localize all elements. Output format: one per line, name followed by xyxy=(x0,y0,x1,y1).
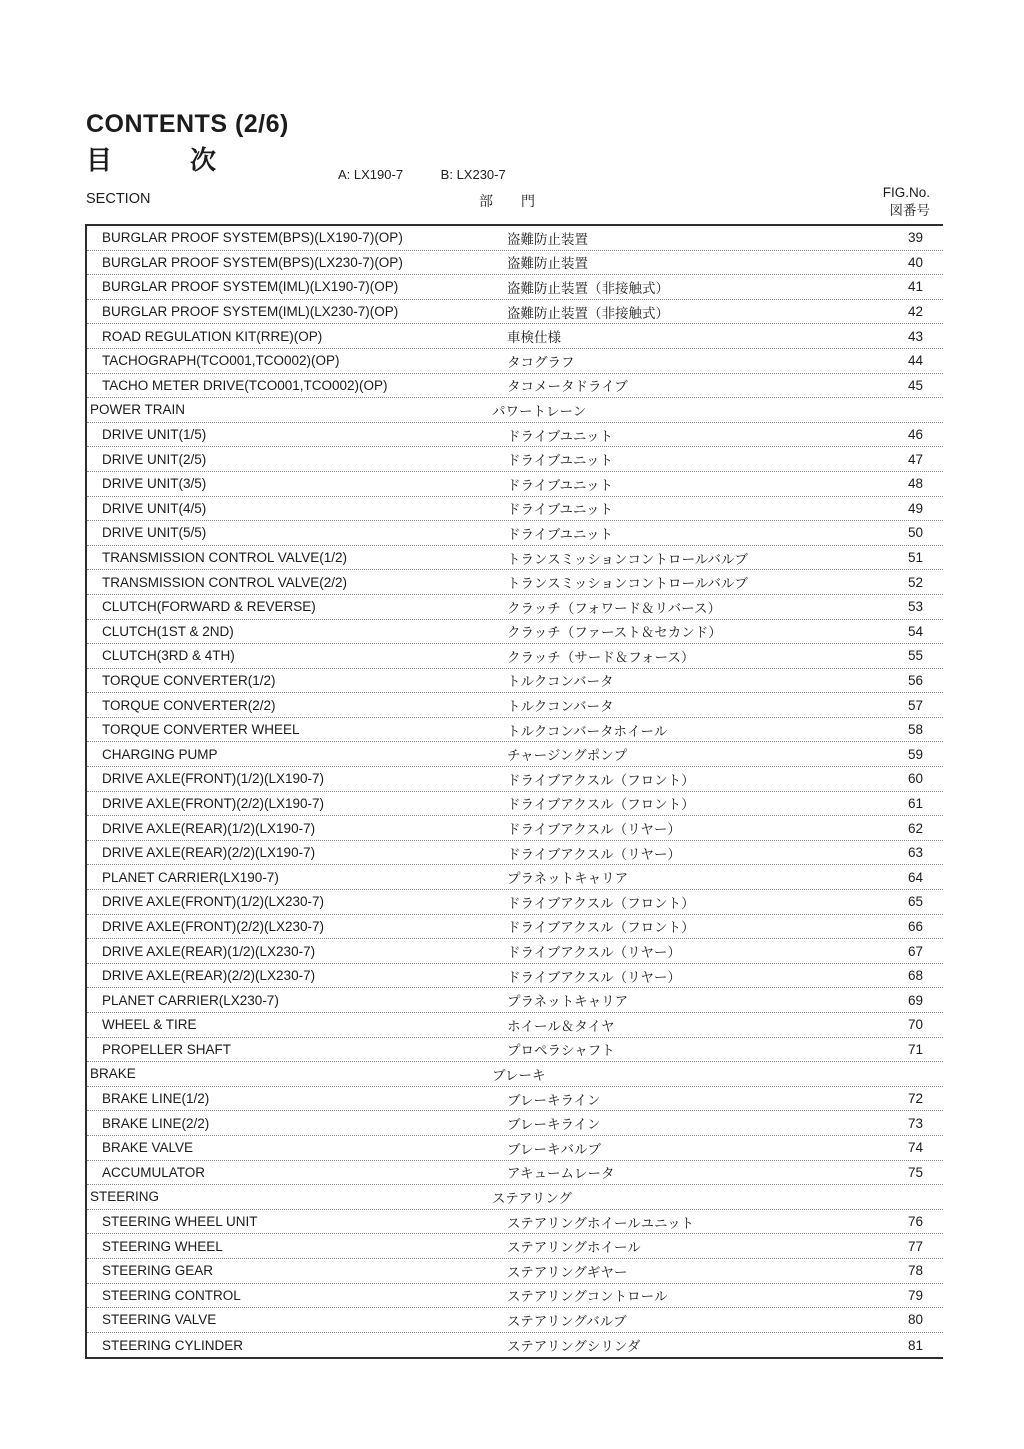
section-title-japanese: ステアリングホイール xyxy=(507,1240,641,1256)
fig-number: 81 xyxy=(907,1337,923,1353)
toc-item-row xyxy=(87,964,943,989)
fig-number: 73 xyxy=(907,1115,923,1131)
toc-item-row xyxy=(87,644,943,669)
fig-number: 46 xyxy=(907,427,923,443)
section-title-en: TORQUE CONVERTER WHEEL xyxy=(102,722,300,738)
section-title-japanese: ドライブアクスル（フロント） xyxy=(507,772,695,788)
section-title-en: BRAKE LINE(1/2) xyxy=(102,1091,210,1107)
section-title-en: TRANSMISSION CONTROL VALVE(2/2) xyxy=(102,574,348,590)
section-title-japanese: 盗難防止装置（非接触式） xyxy=(507,305,669,321)
section-title-japanese: クラッチ（フォワード＆リバース） xyxy=(507,600,721,616)
fig-number: 40 xyxy=(907,254,923,270)
fig-number: 72 xyxy=(907,1091,923,1107)
toc-item-row xyxy=(87,915,943,940)
toc-group-row xyxy=(87,1185,943,1210)
section-title-en: TACHOGRAPH(TCO001,TCO002)(OP) xyxy=(102,353,340,369)
section-title-japanese: タコグラフ xyxy=(507,354,575,370)
section-title-japanese: プラネットキャリア xyxy=(507,871,629,887)
section-title-en: STEERING CYLINDER xyxy=(102,1337,244,1353)
column-header-section: SECTION xyxy=(86,191,151,207)
section-title-en: STEERING WHEEL xyxy=(102,1238,223,1254)
toc-item-row xyxy=(87,472,943,497)
section-title-en: PLANET CARRIER(LX230-7) xyxy=(102,992,279,1008)
toc-item-row xyxy=(87,1038,943,1063)
toc-item-row xyxy=(87,742,943,767)
section-title-en: ACCUMULATOR xyxy=(102,1164,206,1180)
section-title-japanese: ステアリング xyxy=(492,1190,572,1206)
section-title-japanese: クラッチ（ファースト＆セカンド） xyxy=(507,625,722,641)
section-title-en: BRAKE VALVE xyxy=(102,1140,194,1156)
fig-number: 50 xyxy=(907,525,923,541)
toc-item-row xyxy=(87,275,943,300)
section-title-en: POWER TRAIN xyxy=(90,402,186,418)
section-title-japanese: プロペラシャフト xyxy=(507,1043,615,1059)
fig-number: 52 xyxy=(907,574,923,590)
fig-number: 54 xyxy=(907,623,923,639)
toc-item-row xyxy=(87,521,943,546)
fig-number: 66 xyxy=(907,918,923,934)
section-title-en: PROPELLER SHAFT xyxy=(102,1041,232,1057)
contents-table xyxy=(85,226,943,1359)
toc-item-row xyxy=(87,1333,943,1358)
fig-number: 75 xyxy=(907,1164,923,1180)
toc-item-row xyxy=(87,497,943,522)
fig-number: 64 xyxy=(907,869,923,885)
section-title-japanese: ステアリングコントロール xyxy=(507,1289,668,1305)
fig-number: 76 xyxy=(907,1214,923,1230)
section-title-en: WHEEL & TIRE xyxy=(102,1017,197,1033)
section-title-japanese: ドライブアクスル（フロント） xyxy=(507,797,695,813)
section-title-japanese: タコメータドライブ xyxy=(507,379,628,395)
section-title-japanese: ブレーキバルブ xyxy=(507,1141,601,1157)
section-title-japanese: チャージングポンプ xyxy=(507,748,628,764)
fig-number: 78 xyxy=(907,1263,923,1279)
section-title-en: CHARGING PUMP xyxy=(102,746,218,762)
section-title-en: STEERING VALVE xyxy=(102,1312,217,1328)
toc-item-row xyxy=(87,620,943,645)
section-title-japanese: ドライブユニット xyxy=(507,477,613,493)
section-title-japanese: トルクコンバータ xyxy=(507,699,614,715)
section-title-en: DRIVE UNIT(3/5) xyxy=(102,476,207,492)
fig-number: 80 xyxy=(907,1312,923,1328)
section-title-en: DRIVE AXLE(REAR)(2/2)(LX230-7) xyxy=(102,968,316,984)
section-title-japanese: ドライブユニット xyxy=(507,526,613,542)
section-title-en: DRIVE UNIT(2/5) xyxy=(102,451,207,467)
fig-number: 41 xyxy=(907,279,923,295)
section-title-en: DRIVE AXLE(FRONT)(1/2)(LX230-7) xyxy=(102,894,325,910)
section-title-japanese: ステアリングホイールユニット xyxy=(507,1215,695,1231)
fig-number: 53 xyxy=(907,599,923,615)
toc-item-row xyxy=(87,693,943,718)
section-title-japanese: ホイール＆タイヤ xyxy=(507,1018,615,1034)
section-title-en: STEERING xyxy=(90,1189,160,1205)
fig-number: 67 xyxy=(907,943,923,959)
toc-item-row xyxy=(87,1161,943,1186)
fig-number: 55 xyxy=(907,648,923,664)
section-title-japanese: ドライブアクスル（リヤー） xyxy=(507,822,681,838)
toc-item-row xyxy=(87,1259,943,1284)
section-title-japanese: アキュームレータ xyxy=(507,1166,615,1182)
column-header-fig-no xyxy=(883,184,930,220)
section-title-en: TORQUE CONVERTER(2/2) xyxy=(102,697,276,713)
fig-number: 48 xyxy=(907,476,923,492)
section-title-japanese: トランスミッションコントロールバルブ xyxy=(507,551,748,567)
fig-number: 49 xyxy=(907,500,923,516)
toc-item-row xyxy=(87,349,943,374)
section-title-japanese: ドライブアクスル（フロント） xyxy=(507,895,695,911)
toc-item-row xyxy=(87,890,943,915)
section-title-en: TACHO METER DRIVE(TCO001,TCO002)(OP) xyxy=(102,377,388,393)
section-title-en: DRIVE UNIT(5/5) xyxy=(102,525,207,541)
fig-number: 42 xyxy=(907,304,923,320)
toc-item-row xyxy=(87,1284,943,1309)
section-title-japanese: 車検仕様 xyxy=(507,330,561,346)
section-title-en: DRIVE UNIT(1/5) xyxy=(102,427,207,443)
toc-item-row xyxy=(87,939,943,964)
fig-number: 59 xyxy=(907,746,923,762)
toc-item-row xyxy=(87,300,943,325)
toc-item-row xyxy=(87,1136,943,1161)
section-title-en: ROAD REGULATION KIT(RRE)(OP) xyxy=(102,328,323,344)
toc-item-row xyxy=(87,1087,943,1112)
model-legend xyxy=(338,167,506,182)
toc-item-row xyxy=(87,841,943,866)
section-title-en: BRAKE xyxy=(90,1066,136,1082)
toc-item-row xyxy=(87,595,943,620)
fig-no-label-japanese: 図番号 xyxy=(889,203,930,218)
section-title-japanese: ドライブユニット xyxy=(507,428,613,444)
toc-group-row xyxy=(87,398,943,423)
section-title-en: DRIVE UNIT(4/5) xyxy=(102,500,207,516)
section-title-japanese: パワートレーン xyxy=(492,403,587,419)
fig-number: 63 xyxy=(907,845,923,861)
fig-number: 77 xyxy=(907,1238,923,1254)
toc-group-row xyxy=(87,1062,943,1087)
section-title-en: DRIVE AXLE(REAR)(2/2)(LX190-7) xyxy=(102,845,316,861)
model-b-label: B: LX230-7 xyxy=(440,167,506,182)
toc-item-row xyxy=(87,865,943,890)
section-title-en: DRIVE AXLE(FRONT)(1/2)(LX190-7) xyxy=(102,771,325,787)
section-title-japanese: 盗難防止装置 xyxy=(507,231,588,247)
section-title-japanese: ドライブアクスル（リヤー） xyxy=(507,969,681,985)
section-title-japanese: ドライブアクスル（リヤー） xyxy=(507,846,681,862)
section-title-japanese: ステアリングバルブ xyxy=(507,1313,627,1329)
section-title-japanese: ドライブアクスル（リヤー） xyxy=(507,945,681,961)
toc-item-row xyxy=(87,1013,943,1038)
toc-item-row xyxy=(87,324,943,349)
fig-number: 79 xyxy=(907,1287,923,1303)
section-title-en: BURGLAR PROOF SYSTEM(IML)(LX230-7)(OP) xyxy=(102,304,399,320)
section-title-japanese: ステアリングギヤー xyxy=(507,1264,628,1280)
fig-number: 62 xyxy=(907,820,923,836)
fig-number: 58 xyxy=(907,722,923,738)
section-title-en: BRAKE LINE(2/2) xyxy=(102,1115,210,1131)
section-title-japanese: ブレーキライン xyxy=(507,1092,601,1108)
page-title-japanese: 目 次 xyxy=(86,145,217,175)
fig-number: 60 xyxy=(907,771,923,787)
toc-item-row xyxy=(87,447,943,472)
section-title-en: BURGLAR PROOF SYSTEM(BPS)(LX190-7)(OP) xyxy=(102,230,403,246)
fig-number: 68 xyxy=(907,968,923,984)
toc-item-row xyxy=(87,988,943,1013)
section-title-en: DRIVE AXLE(FRONT)(2/2)(LX230-7) xyxy=(102,918,325,934)
fig-number: 39 xyxy=(907,230,923,246)
fig-number: 56 xyxy=(907,672,923,688)
fig-number: 69 xyxy=(907,992,923,1008)
fig-number: 74 xyxy=(907,1140,923,1156)
section-title-en: BURGLAR PROOF SYSTEM(BPS)(LX230-7)(OP) xyxy=(102,254,403,270)
section-title-en: BURGLAR PROOF SYSTEM(IML)(LX190-7)(OP) xyxy=(102,279,399,295)
section-title-en: STEERING GEAR xyxy=(102,1263,214,1279)
toc-item-row xyxy=(87,792,943,817)
fig-number: 43 xyxy=(907,328,923,344)
section-title-japanese: トルクコンバータ xyxy=(507,674,614,690)
section-title-en: DRIVE AXLE(REAR)(1/2)(LX230-7) xyxy=(102,943,316,959)
section-title-en: PLANET CARRIER(LX190-7) xyxy=(102,869,279,885)
toc-item-row xyxy=(87,546,943,571)
section-title-japanese: ブレーキ xyxy=(492,1067,546,1083)
toc-item-row xyxy=(87,570,943,595)
section-title-en: DRIVE AXLE(FRONT)(2/2)(LX190-7) xyxy=(102,795,325,811)
fig-number: 47 xyxy=(907,451,923,467)
toc-item-row xyxy=(87,1308,943,1333)
fig-number: 71 xyxy=(907,1041,923,1057)
toc-item-row xyxy=(87,423,943,448)
section-title-japanese: ステアリングシリンダ xyxy=(507,1339,641,1355)
section-title-en: STEERING CONTROL xyxy=(102,1287,241,1303)
toc-item-row xyxy=(87,251,943,276)
section-title-japanese: 盗難防止装置 xyxy=(507,256,588,272)
section-title-en: TRANSMISSION CONTROL VALVE(1/2) xyxy=(102,550,348,566)
fig-number: 57 xyxy=(907,697,923,713)
section-title-japanese: ブレーキライン xyxy=(507,1117,601,1133)
section-title-en: CLUTCH(FORWARD & REVERSE) xyxy=(102,599,316,615)
fig-number: 61 xyxy=(907,795,923,811)
fig-number: 45 xyxy=(907,377,923,393)
section-title-japanese: トランスミッションコントロールバルブ xyxy=(507,576,748,592)
section-title-en: DRIVE AXLE(REAR)(1/2)(LX190-7) xyxy=(102,820,316,836)
section-title-japanese: クラッチ（サード＆フォース） xyxy=(507,649,695,665)
section-title-en: STEERING WHEEL UNIT xyxy=(102,1214,258,1230)
section-title-japanese: トルクコンバータホイール xyxy=(507,723,668,739)
toc-item-row xyxy=(87,1111,943,1136)
section-title-japanese: ドライブアクスル（フロント） xyxy=(507,920,695,936)
section-title-japanese: ドライブユニット xyxy=(507,453,613,469)
fig-number: 51 xyxy=(907,550,923,566)
toc-item-row xyxy=(87,1210,943,1235)
page-title: CONTENTS (2/6) xyxy=(86,110,289,138)
model-a-label: A: LX190-7 xyxy=(338,167,404,182)
section-title-en: CLUTCH(1ST & 2ND) xyxy=(102,623,234,639)
toc-item-row xyxy=(87,226,943,251)
toc-item-row xyxy=(87,374,943,399)
section-title-japanese: プラネットキャリア xyxy=(507,994,629,1010)
fig-number: 70 xyxy=(907,1017,923,1033)
toc-item-row xyxy=(87,767,943,792)
section-title-en: TORQUE CONVERTER(1/2) xyxy=(102,672,276,688)
fig-number: 44 xyxy=(907,353,923,369)
column-header-section-japanese: 部 門 xyxy=(479,193,535,209)
toc-item-row xyxy=(87,669,943,694)
toc-item-row xyxy=(87,718,943,743)
section-title-japanese: 盗難防止装置（非接触式） xyxy=(507,280,669,296)
section-title-japanese: ドライブユニット xyxy=(507,502,613,518)
fig-number: 65 xyxy=(907,894,923,910)
toc-item-row xyxy=(87,1234,943,1259)
fig-no-label: FIG.No. xyxy=(882,185,930,200)
toc-item-row xyxy=(87,816,943,841)
section-title-en: CLUTCH(3RD & 4TH) xyxy=(102,648,235,664)
